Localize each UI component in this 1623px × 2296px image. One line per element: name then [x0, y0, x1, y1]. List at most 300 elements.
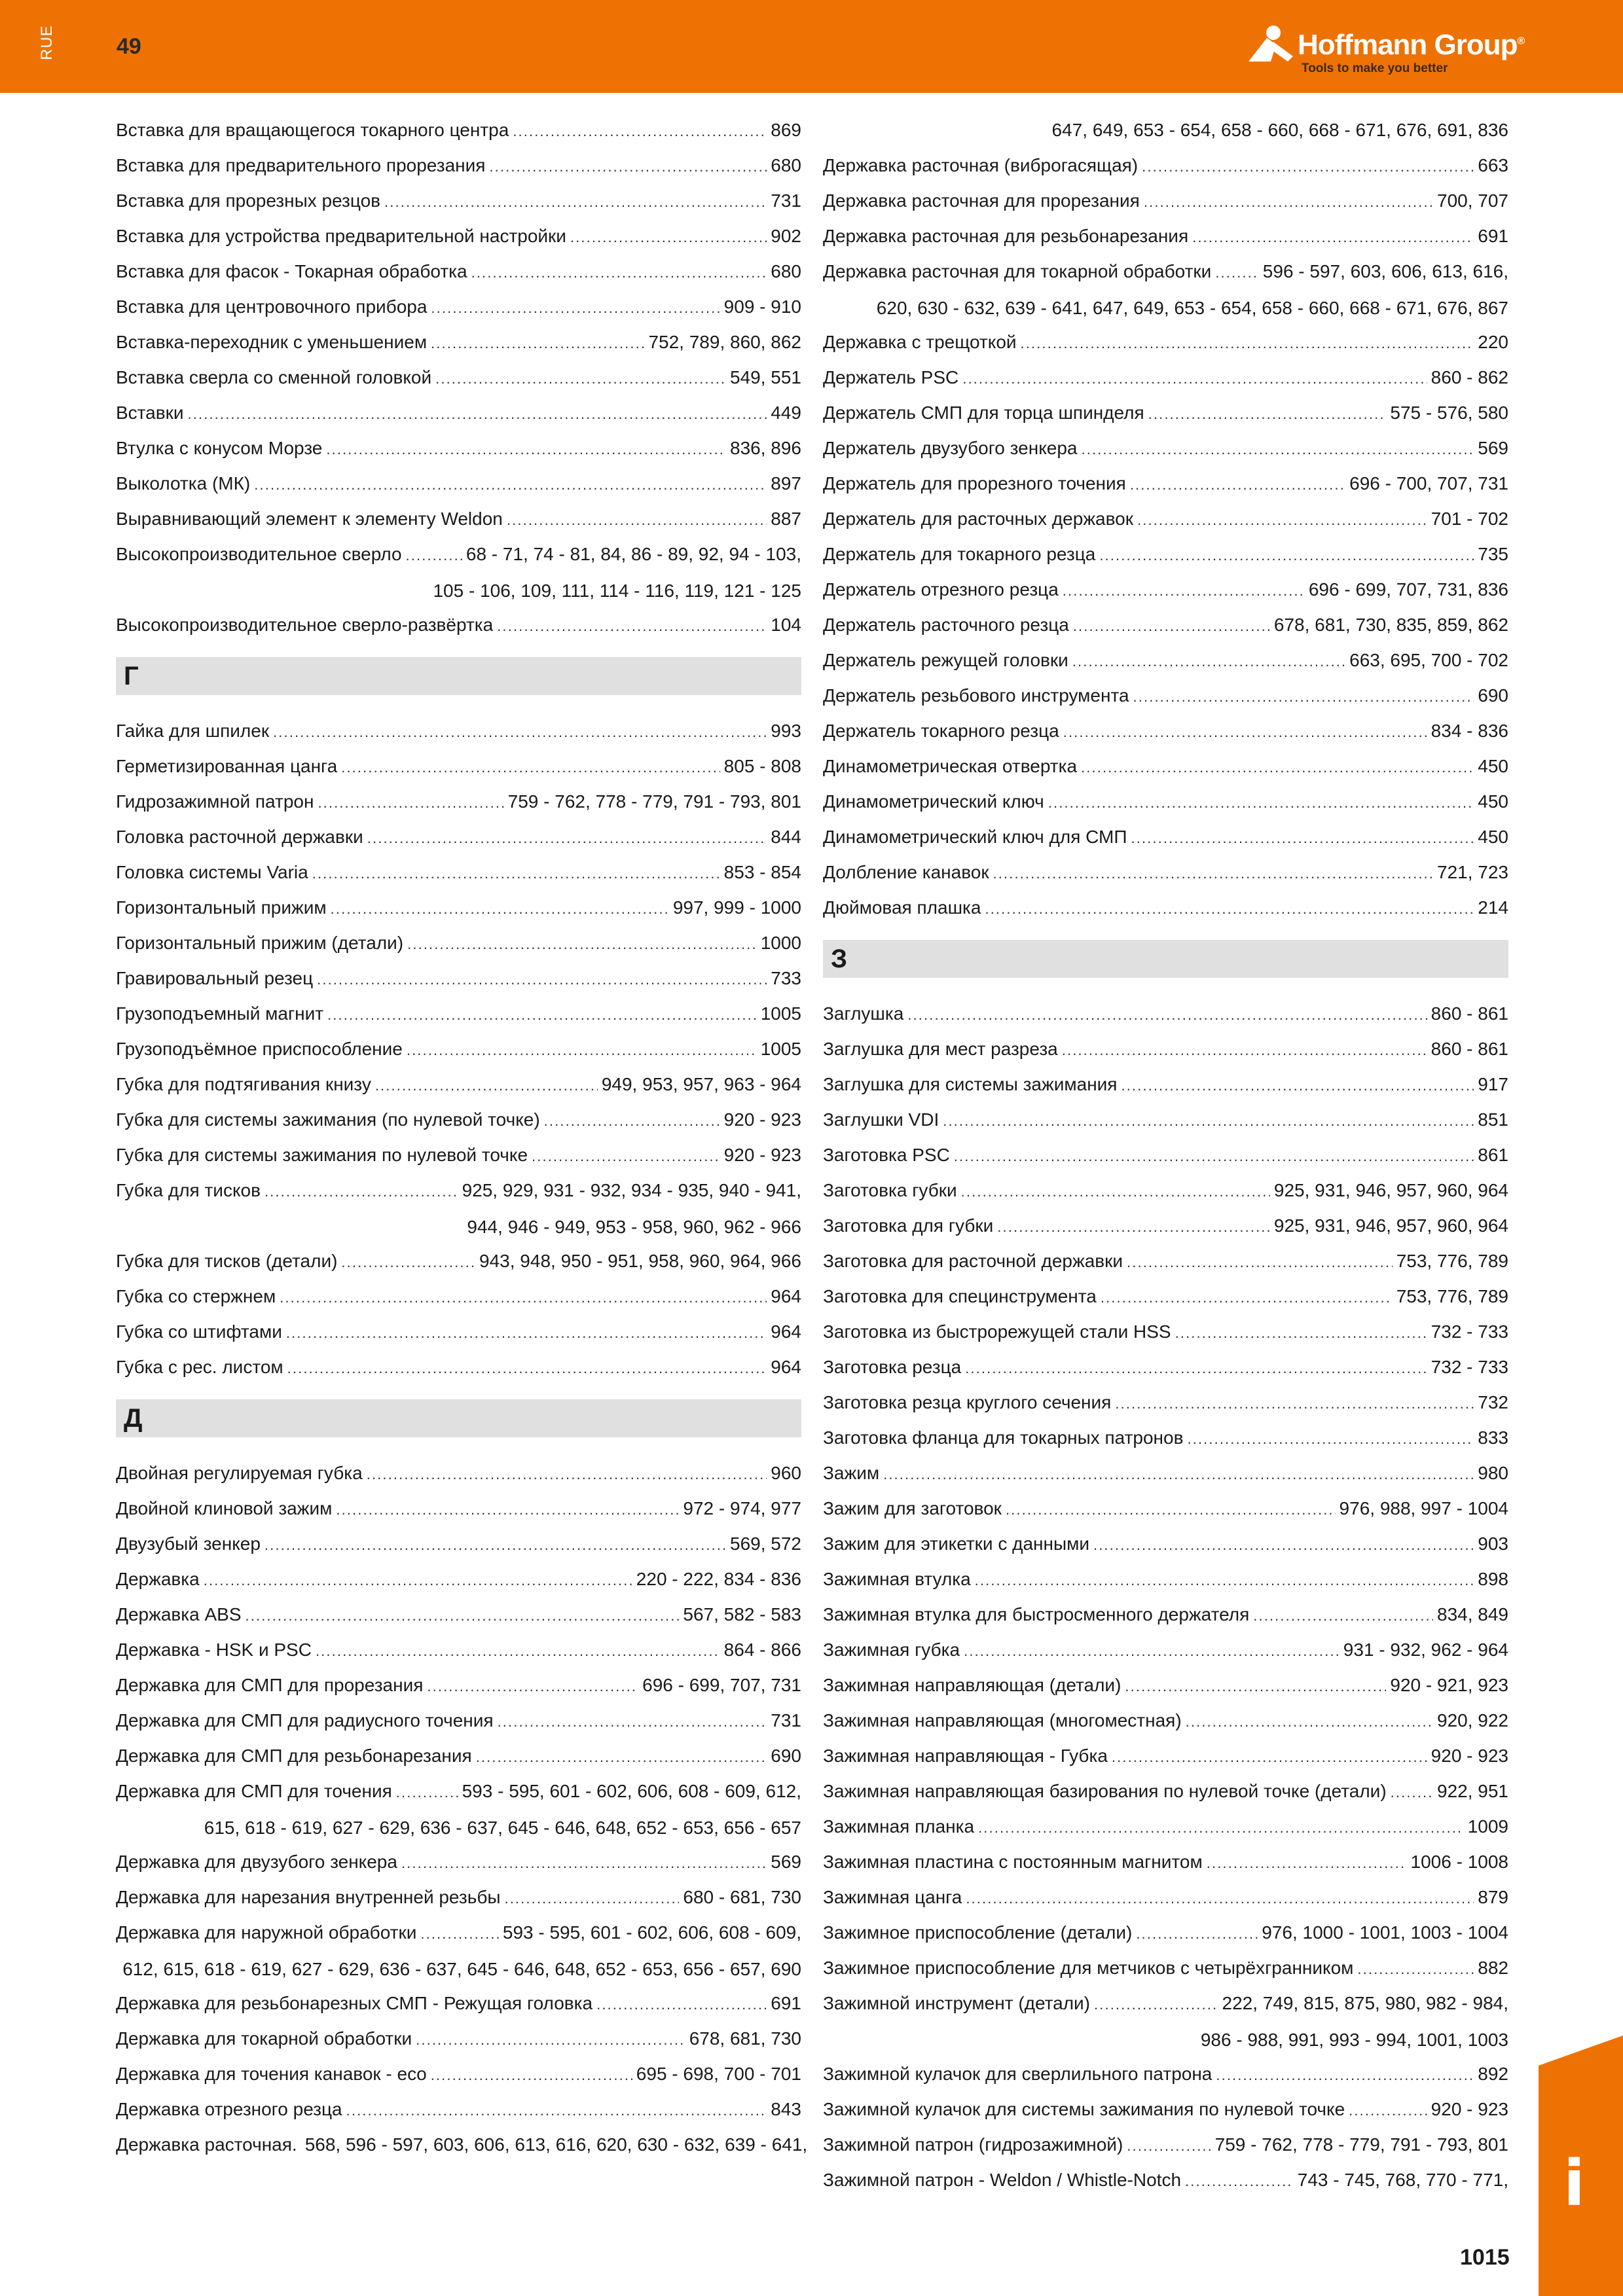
entry-pages: 663: [1478, 155, 1508, 175]
index-entry[interactable]: [116, 961, 801, 996]
index-entry[interactable]: [116, 1703, 801, 1738]
brand-name: [1298, 29, 1524, 62]
entry-term: Державка ABS: [116, 1604, 242, 1624]
leader-dots: [346, 2092, 767, 2128]
index-entry[interactable]: [823, 2056, 1508, 2092]
index-entry[interactable]: [823, 784, 1508, 819]
index-entry[interactable]: [823, 2092, 1508, 2127]
entry-pages: 696 - 699, 707, 731, 836: [1308, 579, 1508, 600]
entry-pages: 450: [1478, 791, 1508, 812]
entry-pages: 732 - 733: [1431, 1321, 1508, 1342]
entry-term: Губка для тисков: [116, 1180, 261, 1200]
entry-term: Вставка для фасок - Токарная обработка: [116, 261, 467, 281]
index-entry[interactable]: [823, 1915, 1508, 1950]
entry-pages: 549, 551: [730, 367, 801, 387]
entry-pages: 731: [771, 1710, 801, 1731]
entry-term: Держатель для прорезного точения: [823, 473, 1126, 493]
entry-term: Динамометрическая отвертка: [823, 756, 1078, 776]
section-bar: [116, 657, 801, 695]
entry-pages: 104: [771, 615, 801, 635]
index-entry[interactable]: [823, 1774, 1508, 1809]
entry-term: Зажимной кулачок для сверлильного патрона: [823, 2064, 1213, 2084]
leader-dots: [954, 1138, 1474, 1174]
index-entry[interactable]: [116, 1915, 801, 1986]
leader-dots: [1215, 254, 1258, 291]
entry-pages: 834, 849: [1437, 1604, 1508, 1624]
entry-pages: 690: [1478, 685, 1508, 706]
entry-pages: 920 - 923: [1431, 2099, 1508, 2119]
leader-dots: [407, 925, 757, 962]
index-entry[interactable]: [823, 890, 1508, 925]
leader-dots: [273, 713, 767, 750]
index-entry[interactable]: [116, 219, 801, 254]
entry-pages: 844: [771, 827, 801, 847]
leader-dots: [1185, 2162, 1294, 2199]
index-entry[interactable]: [116, 2021, 801, 2056]
entry-pages: 732 - 733: [1431, 1357, 1508, 1377]
leader-dots: [336, 1491, 679, 1528]
index-entry[interactable]: [823, 643, 1508, 678]
index-entry[interactable]: [116, 1632, 801, 1668]
entry-pages: 964: [771, 1321, 801, 1342]
entry-pages: 596 - 597, 603, 606, 613, 616,: [1262, 261, 1508, 281]
index-entry[interactable]: [116, 925, 801, 961]
entry-pages: 220 - 222, 834 - 836: [636, 1569, 801, 1589]
leader-dots: [286, 1314, 767, 1351]
entry-term: Зажимная планка: [823, 1816, 975, 1837]
index-entry[interactable]: [116, 360, 801, 395]
entry-pages-continued: 986 - 988, 991, 993 - 994, 1001, 1003: [1200, 2030, 1508, 2050]
entry-pages: 743 - 745, 768, 770 - 771,: [1297, 2170, 1508, 2190]
index-entry[interactable]: [116, 784, 801, 819]
entry-pages: 593 - 595, 601 - 602, 606, 608 - 609, 612,: [462, 1781, 801, 1801]
entry-pages: 964: [771, 1286, 801, 1306]
entry-term: Гидрозажимной патрон: [116, 791, 314, 812]
index-entry[interactable]: [823, 1526, 1508, 1562]
logo-mark-icon: [1247, 25, 1294, 64]
index-entry[interactable]: [116, 607, 801, 643]
index-entry[interactable]: [823, 1173, 1508, 1208]
leader-dots: [985, 890, 1474, 927]
leader-dots: [489, 148, 767, 185]
entry-pages: 980: [1478, 1463, 1508, 1483]
entry-pages: 898: [1478, 1569, 1508, 1589]
index-entry[interactable]: [823, 1632, 1508, 1668]
entry-pages: 833: [1478, 1427, 1508, 1448]
leader-dots: [1137, 501, 1427, 538]
index-entry[interactable]: [116, 1314, 801, 1350]
leader-dots: [416, 2021, 685, 2058]
index-entry[interactable]: [823, 1880, 1508, 1915]
index-entry[interactable]: [116, 1738, 801, 1774]
entry-pages: 450: [1478, 827, 1508, 847]
index-entry[interactable]: [823, 183, 1508, 219]
leader-dots: [316, 1632, 720, 1669]
leader-dots: [504, 1880, 679, 1916]
index-entry[interactable]: [823, 713, 1508, 749]
leader-dots: [331, 890, 669, 927]
index-entry[interactable]: [823, 1738, 1508, 1774]
entry-term: Дюймовая плашка: [823, 897, 981, 918]
leader-dots: [1115, 1385, 1474, 1422]
index-entry[interactable]: [823, 501, 1508, 537]
index-entry[interactable]: [116, 501, 801, 537]
entry-pages: 450: [1478, 756, 1508, 776]
leader-dots: [544, 1102, 720, 1139]
index-entry[interactable]: [823, 360, 1508, 395]
entry-term: Зажимное приспособление (детали): [823, 1922, 1133, 1943]
index-entry[interactable]: [823, 1244, 1508, 1279]
index-entry[interactable]: [116, 1102, 801, 1138]
entry-pages: 680: [771, 261, 801, 281]
entry-term: Держатель резьбового инструмента: [823, 685, 1129, 706]
index-entry[interactable]: [116, 395, 801, 431]
entry-pages-continued: 612, 615, 618 - 619, 627 - 629, 636 - 637, 645 - 646, 648, 652 - 653, 656 - 657, 690: [122, 1959, 801, 1979]
index-entry[interactable]: [823, 996, 1508, 1031]
entry-term: Заглушка для системы зажимания: [823, 1074, 1118, 1094]
index-entry[interactable]: [116, 1562, 801, 1597]
index-entry[interactable]: [823, 1809, 1508, 1844]
entry-pages: 220: [1478, 332, 1508, 352]
index-entry[interactable]: [116, 1491, 801, 1526]
entry-pages: 949, 953, 957, 963 - 964: [601, 1074, 801, 1094]
leader-dots: [1062, 1031, 1427, 1068]
index-entry[interactable]: [116, 1031, 801, 1067]
entry-pages: 733: [771, 968, 801, 988]
index-entry[interactable]: [116, 1880, 801, 1915]
entry-pages: 569, 572: [730, 1534, 801, 1554]
entry-pages: 753, 776, 789: [1396, 1251, 1508, 1271]
index-entry[interactable]: [823, 855, 1508, 890]
leader-dots: [1099, 537, 1474, 573]
entry-term: Грузоподъемный магнит: [116, 1003, 324, 1024]
index-entry[interactable]: [823, 1067, 1508, 1102]
leader-dots: [367, 819, 767, 856]
index-entry[interactable]: [823, 1208, 1508, 1244]
entry-pages: 752, 789, 860, 862: [648, 332, 801, 352]
index-entry[interactable]: [116, 1138, 801, 1173]
index-entry[interactable]: [116, 749, 801, 784]
leader-dots: [406, 537, 462, 573]
entry-pages: 222, 749, 815, 875, 980, 982 - 984,: [1222, 1993, 1508, 2013]
index-entry[interactable]: [116, 325, 801, 360]
entry-term: Вставка для центровочного прибора: [116, 296, 428, 317]
index-entry[interactable]: [823, 466, 1508, 501]
leader-dots: [1094, 1986, 1218, 2022]
entry-pages: 567, 582 - 583: [683, 1604, 801, 1624]
leader-dots: [264, 1173, 458, 1210]
entry-term: Держатель СМП для торца шпинделя: [823, 403, 1144, 423]
leader-dots: [1072, 643, 1345, 679]
entry-term: Державка для резьбонарезных СМП - Режущая головка: [116, 1993, 593, 2013]
index-entry[interactable]: [116, 1668, 801, 1703]
entry-term: Держатель для токарного резца: [823, 544, 1096, 564]
index-entry[interactable]: [116, 2127, 808, 2162]
entry-term: Заглушка для мест разреза: [823, 1039, 1058, 1059]
leader-dots: [280, 1279, 767, 1316]
index-entry[interactable]: [823, 1314, 1508, 1350]
index-entry[interactable]: [823, 1703, 1508, 1738]
index-entry[interactable]: [823, 395, 1508, 431]
entry-pages: 917: [1478, 1074, 1508, 1094]
index-entry[interactable]: [823, 254, 1508, 325]
index-entry[interactable]: [116, 1279, 801, 1314]
index-entry[interactable]: [823, 1491, 1508, 1526]
entry-term: Державка для СМП для резьбонарезания: [116, 1746, 472, 1766]
leader-dots: [964, 1632, 1340, 1669]
index-entry[interactable]: [116, 1244, 801, 1279]
entry-term: Губка для подтягивания книзу: [116, 1074, 371, 1094]
leader-dots: [407, 1031, 757, 1068]
brand-slogan: Tools to make you better: [1302, 62, 1448, 75]
leader-dots: [1127, 2127, 1211, 2164]
entry-term: Зажим для заготовок: [823, 1498, 1002, 1518]
index-entry[interactable]: [116, 1844, 801, 1880]
index-entry[interactable]: [823, 537, 1508, 572]
entry-term: Державка для СМП для прорезания: [116, 1675, 424, 1695]
entry-pages: 925, 931, 946, 957, 960, 964: [1273, 1215, 1508, 1236]
index-entry[interactable]: [116, 890, 801, 925]
entry-term: Заготовка PSC: [823, 1145, 950, 1165]
leader-dots: [1073, 607, 1270, 644]
entry-pages-continued: 647, 649, 653 - 654, 658 - 660, 668 - 671, 676, 691, 836: [1051, 120, 1508, 140]
index-entry[interactable]: [116, 1067, 801, 1102]
leader-dots: [961, 1173, 1270, 1210]
leader-dots: [1148, 395, 1387, 432]
leader-dots: [1175, 1314, 1427, 1351]
entry-pages: 993: [771, 721, 801, 741]
entry-term: Зажим: [823, 1463, 880, 1483]
section-header: [823, 925, 1508, 996]
leader-dots: [326, 431, 726, 467]
language-code: RUE: [38, 25, 56, 60]
entry-pages: 731: [771, 190, 801, 211]
entry-term: Двойной клиновой зажим: [116, 1498, 333, 1518]
index-entry[interactable]: [116, 819, 801, 855]
index-column-right: [823, 113, 1508, 2198]
entry-pages: 575 - 576, 580: [1390, 403, 1508, 423]
index-entry[interactable]: [823, 678, 1508, 713]
leader-dots: [264, 1526, 726, 1563]
leader-dots: [384, 183, 767, 220]
entry-pages: 843: [771, 2099, 801, 2119]
index-entry[interactable]: [116, 855, 801, 890]
entry-pages: 897: [771, 473, 801, 493]
info-tab-notch: [1539, 2036, 1623, 2066]
leader-dots: [431, 325, 644, 361]
index-entry[interactable]: [823, 1562, 1508, 1597]
entry-term: Вставка для предварительного прорезания: [116, 155, 486, 175]
index-entry[interactable]: [823, 2127, 1508, 2162]
entry-term: Держатель PSC: [823, 367, 959, 387]
entry-term: Герметизированная цанга: [116, 756, 338, 776]
entry-term: Держатель отрезного резца: [823, 579, 1059, 600]
index-entry[interactable]: [116, 183, 801, 219]
index-entry[interactable]: [823, 1986, 1508, 2056]
entry-pages: 680 - 681, 730: [683, 1887, 801, 1907]
entry-term: Державка расточная для прорезания: [823, 190, 1140, 211]
index-entry[interactable]: [116, 1456, 801, 1491]
entry-term: Динамометрический ключ для СМП: [823, 827, 1127, 847]
index-entry[interactable]: [823, 1031, 1508, 1067]
index-entry[interactable]: [823, 219, 1508, 254]
entry-term: Зажимной кулачок для системы зажимания по нулевой точке: [823, 2099, 1345, 2119]
index-entry[interactable]: [823, 607, 1508, 643]
entry-pages: 759 - 762, 778 - 779, 791 - 793, 801: [1214, 2134, 1508, 2155]
entry-pages: 909 - 910: [723, 296, 801, 317]
entry-term: Двойная регулируемая губка: [116, 1463, 363, 1483]
entry-pages: 1009: [1467, 1816, 1508, 1837]
entry-pages-continued: 105 - 106, 109, 111, 114 - 116, 119, 121 - 125: [433, 581, 801, 601]
index-entry[interactable]: [823, 819, 1508, 855]
entry-term: Губка со штифтами: [116, 1321, 282, 1342]
leader-dots: [435, 360, 726, 397]
index-entry[interactable]: [823, 1456, 1508, 1491]
page-number: 1015: [1460, 2245, 1510, 2270]
leader-dots: [1082, 431, 1474, 467]
entry-pages: 860 - 861: [1431, 1039, 1508, 1059]
entry-term: Заготовка для специнструмента: [823, 1286, 1097, 1306]
index-entry[interactable]: [823, 1420, 1508, 1456]
leader-dots: [943, 1102, 1474, 1139]
entry-term: Зажимная направляющая - Губка: [823, 1746, 1108, 1766]
entry-term: Державка - HSK и PSC: [116, 1640, 312, 1660]
entry-term: Держатель для расточных державок: [823, 509, 1134, 529]
entry-term: Державка расточная (виброгасящая): [823, 155, 1139, 175]
entry-term: Вставка для вращающегося токарного центра: [116, 120, 509, 140]
index-entry[interactable]: [823, 1279, 1508, 1314]
leader-dots: [1121, 1067, 1474, 1103]
entry-term: Высокопроизводительное сверло: [116, 544, 402, 564]
index-entry[interactable]: [116, 713, 801, 749]
entry-pages: 1006 - 1008: [1410, 1852, 1508, 1872]
index-entry[interactable]: [116, 996, 801, 1031]
index-entry[interactable]: [116, 2092, 801, 2127]
entry-term: Губка для системы зажимания (по нулевой точке): [116, 1109, 540, 1130]
entry-pages: 976, 1000 - 1001, 1003 - 1004: [1262, 1922, 1508, 1943]
index-entry[interactable]: [116, 148, 801, 183]
entry-term: Держатель токарного резца: [823, 721, 1059, 741]
entry-term: Державка расточная для резьбонарезания: [823, 226, 1189, 246]
leader-dots: [513, 113, 767, 149]
index-entry[interactable]: [116, 1597, 801, 1632]
index-entry[interactable]: [116, 466, 801, 501]
entry-pages: 869: [771, 120, 801, 140]
index-entry[interactable]: [116, 431, 801, 466]
entry-term: Гайка для шпилек: [116, 721, 270, 741]
leader-dots: [367, 1456, 767, 1492]
index-entry[interactable]: [116, 1350, 801, 1385]
index-entry[interactable]: [823, 1385, 1508, 1420]
entry-pages: 943, 948, 950 - 951, 958, 960, 964, 966: [479, 1251, 801, 1271]
index-entry[interactable]: [823, 1102, 1508, 1138]
leader-dots: [1125, 1668, 1386, 1704]
index-entry[interactable]: [823, 1597, 1508, 1632]
index-entry[interactable]: [116, 289, 801, 325]
entry-term: Долбление канавок: [823, 862, 989, 882]
entry-pages: 887: [771, 509, 801, 529]
index-entry[interactable]: [116, 1774, 801, 1844]
brand-logo[interactable]: [1247, 24, 1525, 76]
entry-term: Вставка для прорезных резцов: [116, 190, 381, 211]
entry-term: Держатель расточного резца: [823, 615, 1069, 635]
index-entry[interactable]: [116, 537, 801, 607]
entry-term: Вставки: [116, 403, 184, 423]
leader-dots: [341, 749, 720, 785]
leader-dots: [1006, 1491, 1336, 1528]
index-entry[interactable]: [116, 1986, 801, 2021]
index-entry[interactable]: [823, 1844, 1508, 1880]
entry-term: Головка расточной державки: [116, 827, 363, 847]
entry-term: Динамометрический ключ: [823, 791, 1044, 812]
index-entry[interactable]: [116, 254, 801, 289]
index-entry[interactable]: [823, 572, 1508, 607]
index-entry[interactable]: [823, 749, 1508, 784]
leader-dots: [204, 1562, 632, 1598]
entry-term: Державка для наружной обработки: [116, 1922, 417, 1943]
leader-dots: [507, 501, 767, 538]
entry-term: Державка: [116, 1569, 200, 1589]
leader-dots: [596, 1986, 767, 2022]
index-entry[interactable]: [823, 431, 1508, 466]
leader-dots: [1063, 572, 1305, 609]
entry-pages: 691: [1478, 226, 1508, 246]
index-entry[interactable]: [823, 1138, 1508, 1173]
entry-term: Вставка сверла со сменной головкой: [116, 367, 432, 387]
entry-pages: 732: [1478, 1392, 1508, 1412]
leader-dots: [254, 466, 767, 503]
index-entry[interactable]: [823, 148, 1508, 183]
index-entry[interactable]: [116, 1526, 801, 1562]
index-entry[interactable]: [823, 1350, 1508, 1385]
entry-pages: 678, 681, 730, 835, 859, 862: [1273, 615, 1508, 635]
leader-dots: [1357, 1950, 1474, 1987]
index-entry[interactable]: [823, 2162, 1508, 2198]
entry-term: Зажимная цанга: [823, 1887, 962, 1907]
leader-dots: [1349, 2092, 1427, 2128]
entry-pages: 1000: [760, 933, 801, 953]
entry-term: Губка для системы зажимания по нулевой точке: [116, 1145, 528, 1165]
entry-pages: 700, 707: [1437, 190, 1508, 211]
entry-pages: 920 - 923: [723, 1109, 801, 1130]
index-column-left: [116, 113, 808, 2162]
leader-dots: [431, 289, 720, 326]
leader-dots: [965, 1350, 1427, 1386]
index-entry[interactable]: [823, 1950, 1508, 1986]
leader-dots: [401, 1844, 767, 1881]
leader-dots: [318, 784, 503, 821]
entry-pages-continued: 944, 946 - 949, 953 - 958, 960, 962 - 966: [467, 1217, 801, 1237]
entry-term: Губка для тисков (детали): [116, 1251, 338, 1271]
entry-pages: 997, 999 - 1000: [672, 897, 801, 918]
entry-term: Державка расточная для токарной обработки: [823, 261, 1212, 281]
index-entry[interactable]: [116, 2056, 801, 2092]
leader-dots: [1127, 1244, 1393, 1280]
index-entry[interactable]: [116, 113, 801, 148]
index-entry[interactable]: [823, 1668, 1508, 1703]
leader-dots: [1093, 1526, 1474, 1563]
section-bar: [823, 940, 1508, 978]
trademark-mark: ®: [1517, 35, 1525, 47]
leader-dots: [1391, 1774, 1433, 1810]
index-entry[interactable]: [116, 1173, 801, 1244]
index-entry[interactable]: [823, 325, 1508, 360]
entry-pages: 861: [1478, 1145, 1508, 1165]
entry-term: Вставка-переходник с уменьшением: [116, 332, 428, 352]
entry-pages: 568, 596 - 597, 603, 606, 613, 616, 620, 630 - 632, 639 - 641,: [304, 2134, 808, 2155]
section-header: [116, 643, 801, 713]
entry-pages: 920 - 921, 923: [1390, 1675, 1508, 1695]
